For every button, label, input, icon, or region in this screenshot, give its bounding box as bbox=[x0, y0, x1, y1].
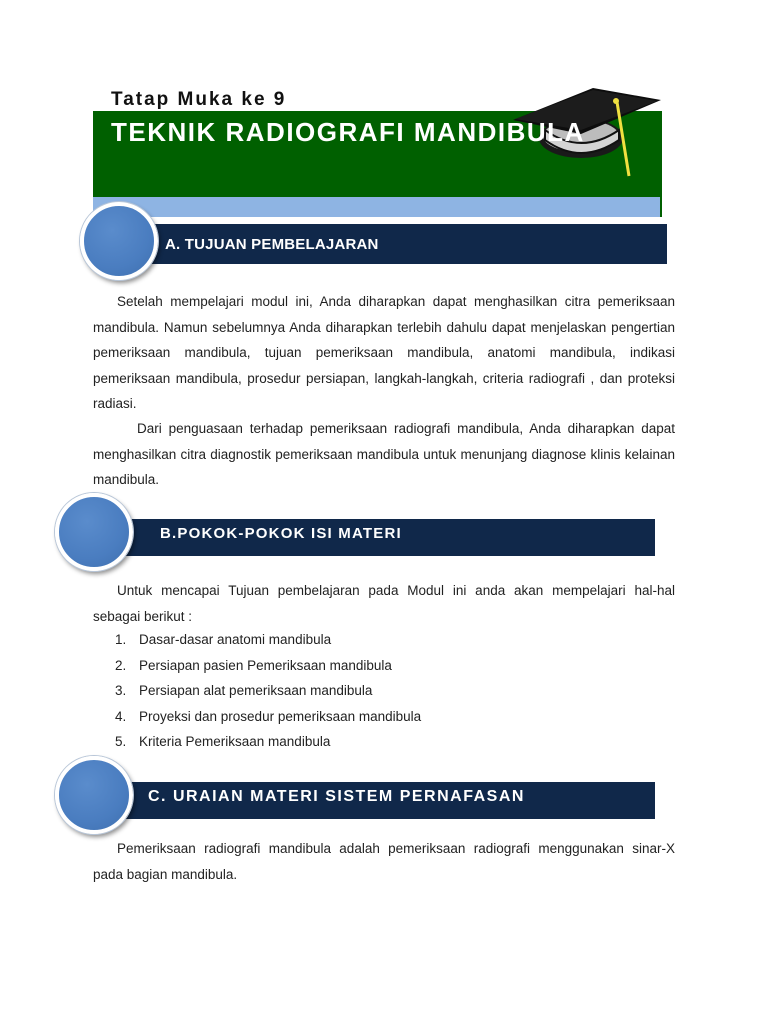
page-title: TEKNIK RADIOGRAFI MANDIBULA bbox=[111, 117, 585, 147]
list-item-text: Kriteria Pemeriksaan mandibula bbox=[139, 734, 331, 749]
list-item-text: Persiapan pasien Pemeriksaan mandibula bbox=[139, 657, 392, 673]
section-b-heading: B.POKOK-POKOK ISI MATERI bbox=[160, 525, 402, 542]
section-b-circle-icon bbox=[55, 493, 133, 571]
section-c-paragraph-1: Pemeriksaan radiografi mandibula adalah pemeriksaan radiografi menggunakan sinar-X pada bagian mandibula. bbox=[93, 841, 675, 882]
list-item: 3. Persiapan alat pemeriksaan mandibula bbox=[115, 683, 373, 698]
section-a-paragraph-2: Dari penguasaan terhadap pemeriksaan radiografi mandibula, Anda diharapkan dapat menghasilkan citra diagnostik pemeriksaan mandibula untuk menunjang diagnose klinis kelainan mandibula. bbox=[93, 421, 675, 488]
list-item-text: Dasar-dasar anatomi mandibula bbox=[139, 632, 332, 647]
section-a-circle-icon bbox=[80, 202, 158, 280]
topic-list bbox=[93, 627, 421, 755]
section-b-intro: Untuk mencapai Tujuan pembelajaran pada Modul ini anda akan mempelajari hal-hal sebagai berikut : bbox=[93, 583, 675, 624]
list-item: 4. Proyeksi dan prosedur pemeriksaan mandibula bbox=[115, 708, 422, 724]
list-item: 1. Dasar-dasar anatomi mandibula bbox=[115, 632, 332, 647]
section-c-heading: C. URAIAN MATERI SISTEM PERNAFASAN bbox=[148, 788, 525, 805]
list-item: 2. Persiapan pasien Pemeriksaan mandibula bbox=[115, 657, 392, 673]
accent-strip-edge bbox=[660, 197, 662, 217]
section-a-paragraph-1: Setelah mempelajari modul ini, Anda diharapkan dapat menghasilkan citra pemeriksaan mandibula. Namun sebelumnya Anda diharapkan terlebih dahulu dapat menjelaskan pengertian pemeriksaan mandibula, tujuan pemeriksaan mandibula, anatomi mandibula, indikasi pemeriksaan mandibula, prosedur persiapan, langkah-langkah, criteria radiografi , dan proteksi radiasi. bbox=[93, 294, 675, 412]
accent-strip bbox=[93, 197, 660, 217]
list-item: 5. Kriteria Pemeriksaan mandibula bbox=[115, 734, 331, 749]
section-c-circle-icon bbox=[55, 756, 133, 834]
list-item-text: Persiapan alat pemeriksaan mandibula bbox=[139, 683, 373, 698]
meeting-label: Tatap Muka ke 9 bbox=[111, 89, 287, 110]
section-a-heading: A. TUJUAN PEMBELAJARAN bbox=[165, 236, 379, 253]
list-item-text: Proyeksi dan prosedur pemeriksaan mandibula bbox=[139, 708, 422, 724]
